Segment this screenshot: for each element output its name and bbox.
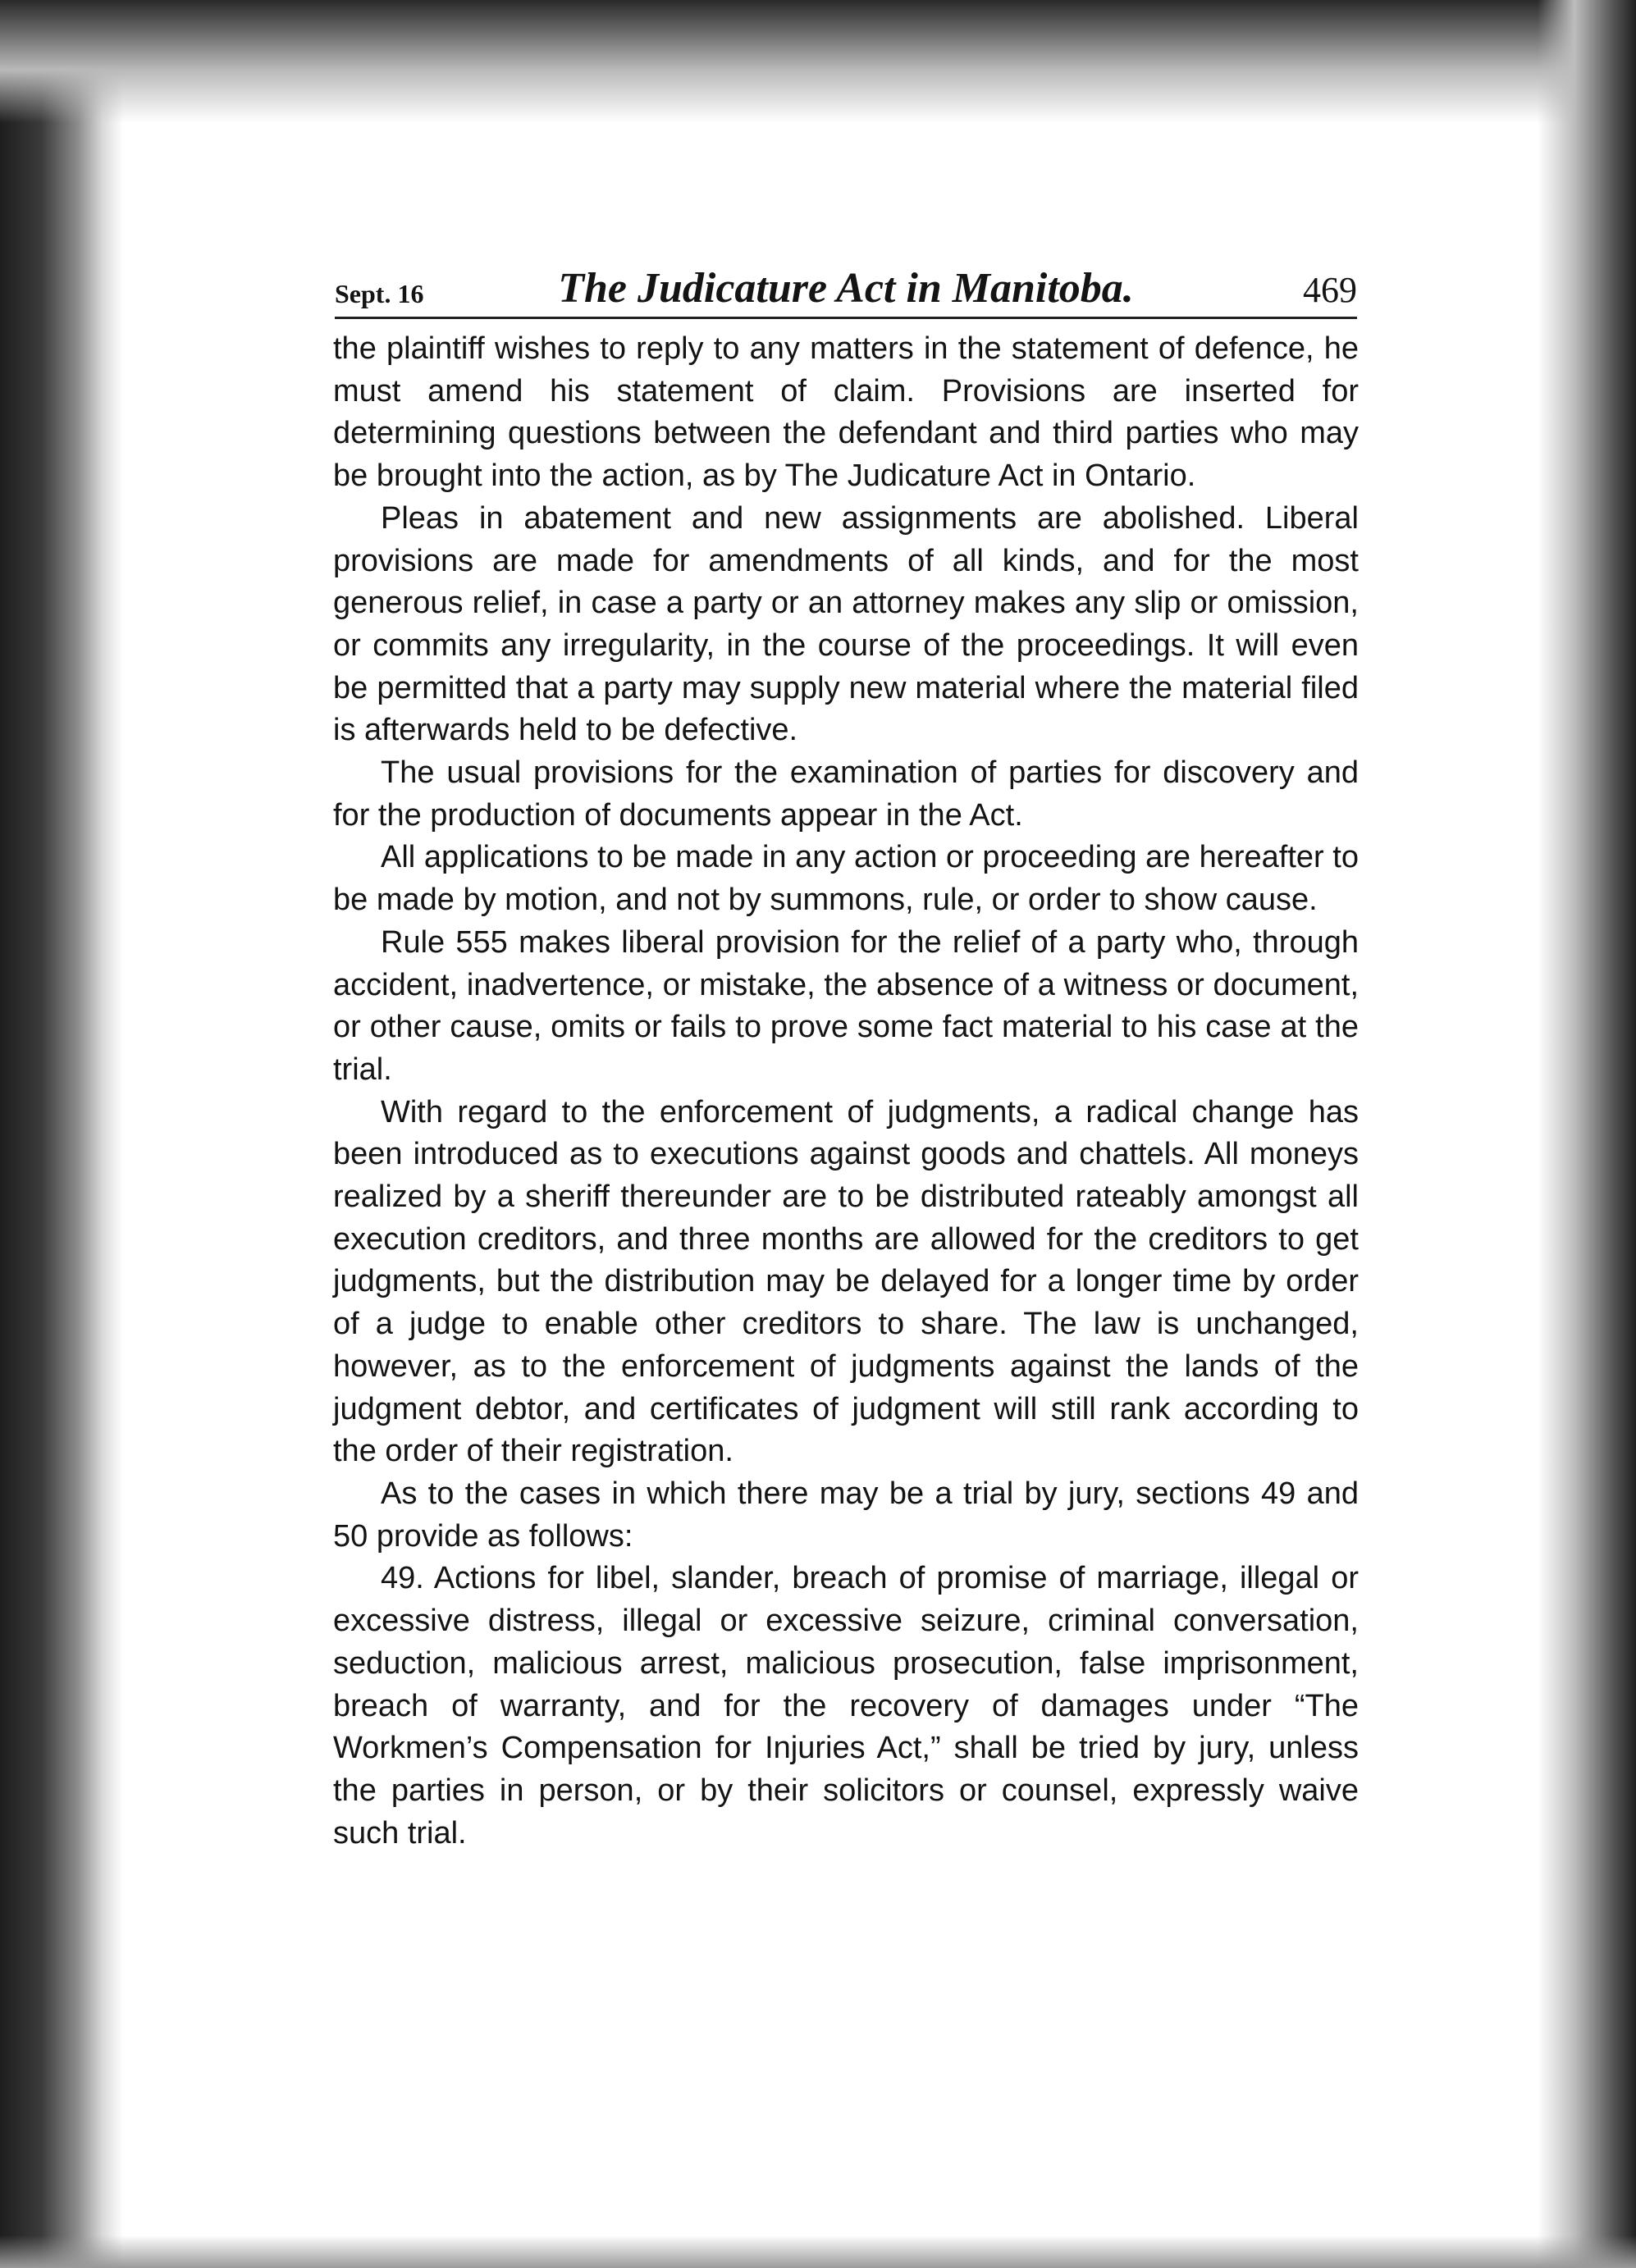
scan-shadow-top <box>0 0 1636 123</box>
paragraph-continuation: the plaintiff wishes to reply to any matters in the statement of defence, he must amend his statement of claim. Provisions are inserted for determining questions between the defendant and third parties who may be brought into the action, as by The Judicature Act in Ontario. <box>333 331 1359 494</box>
paragraph-rule-555: Rule 555 makes liberal provision for the relief of a party who, through accident, inadvertence, or mistake, the absence of a witness or document, or other cause, omits or fails to prove some fact material to his case at the trial. <box>333 924 1359 1087</box>
paragraph-applications: All applications to be made in any action or proceeding are hereafter to be made by motion, and not by summons, rule, or order to show cause. <box>333 840 1359 918</box>
running-header-date: Sept. 16 <box>335 279 424 308</box>
scan-shadow-right <box>1538 0 1636 2268</box>
body-text <box>333 328 1359 1855</box>
running-header <box>335 264 1357 319</box>
scan-shadow-left <box>0 0 123 2268</box>
paragraph-jury: As to the cases in which there may be a trial by jury, sections 49 and 50 provide as follows: <box>333 1476 1359 1554</box>
paragraph-judgments: With regard to the enforcement of judgments, a radical change has been introduced as to executions against goods and chattels. All moneys realized by a sheriff thereunder are to be distributed rateably amongst all execution creditors, and three months are allowed for the creditors to get judgments, but the distribution may be delayed for a longer time by order of a judge to enable other creditors to share. The law is unchanged, however, as to the enforcement of judgments against the lands of the judgment debtor, and certificates of judgment will still rank according to the order of their registration. <box>333 1094 1359 1469</box>
paragraph-pleas: Pleas in abatement and new assignments are abolished. Liberal provisions are made for amendments of all kinds, and for the most generous relief, in case a party or an attorney makes any slip or omission, or commits any irregularity, in the course of the proceedings. It will even be permitted that a party may supply new material where the material filed is afterwards held to be defective. <box>333 500 1359 748</box>
page-number: 469 <box>1303 270 1357 310</box>
running-header-title: The Judicature Act in Manitoba. <box>558 265 1134 312</box>
paragraph-discovery: The usual provisions for the examination of parties for discovery and for the production of documents appear in the Act. <box>333 755 1359 833</box>
paragraph-section-49: 49. Actions for libel, slander, breach of promise of marriage, illegal or excessive distress, illegal or excessive seizure, criminal conversation, seduction, malicious arrest, malicious prosecution, false imprisonment, breach of warranty, and for the recovery of damages under “The Workmen’s Compensation for Injuries Act,” shall be tried by jury, unless the parties in person, or by their solicitors or counsel, expressly waive such trial. <box>333 1561 1359 1850</box>
scan-shadow-bottom <box>0 2235 1636 2268</box>
